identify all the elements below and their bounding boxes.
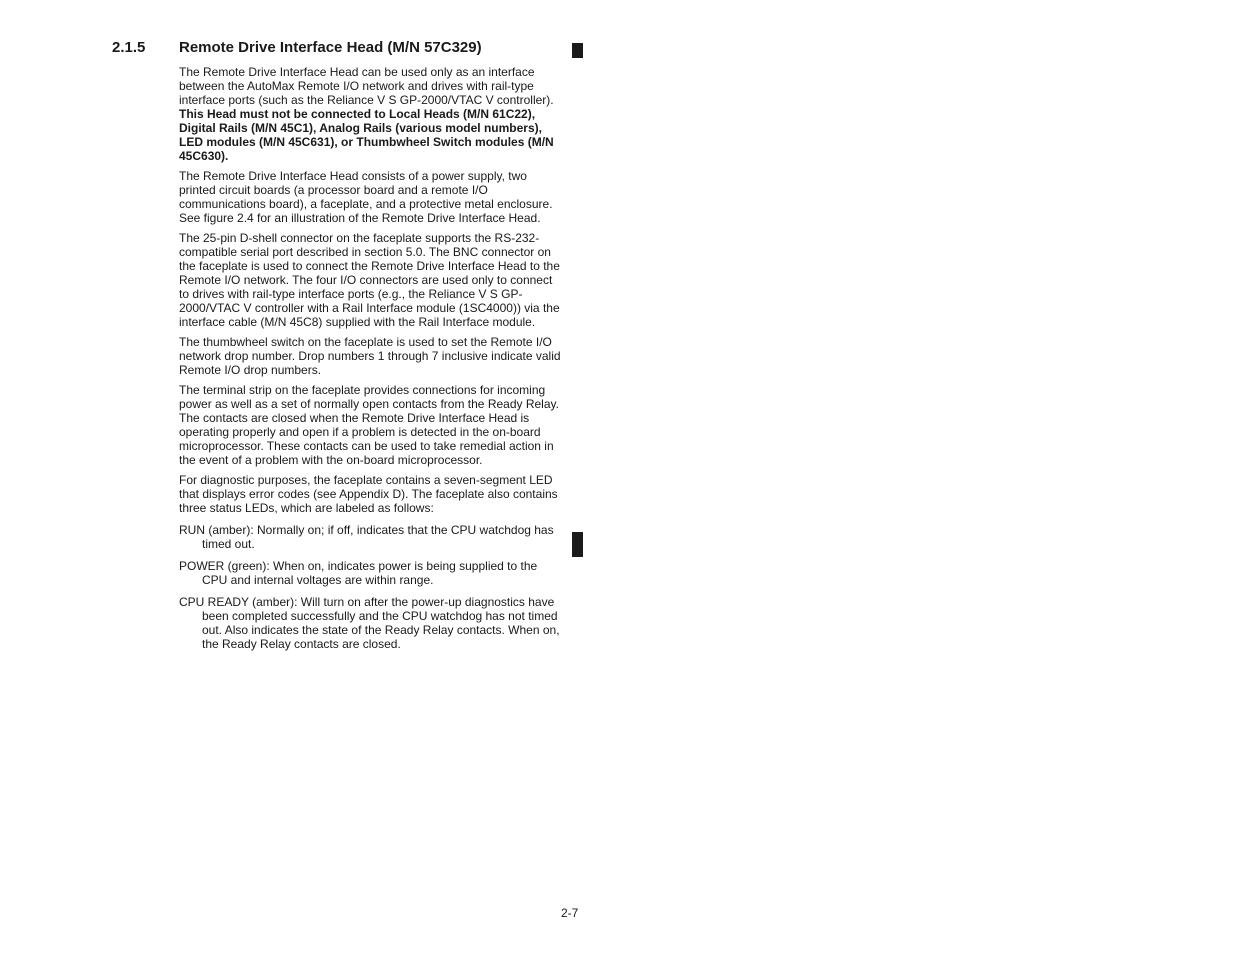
page-number: 2-7 — [561, 906, 579, 920]
paragraph-terminal-strip: The terminal strip on the faceplate provides connections for incoming power as well as a set of normally open contacts from the Ready Relay. The contacts are closed when the Remote Drive Interface Head is operating properly and open if a problem is detected in the on-board microprocessor. These contacts can be used to take remedial action in the event of a problem with the on-board microprocessor. — [179, 383, 559, 467]
paragraph-components: The Remote Drive Interface Head consists of a power supply, two printed circuit boards (a processor board and a remote I/O communications board), a faceplate, and a protective metal enclosure. See figure 2.4 for an illustration of the Remote Drive Interface Head. — [179, 169, 553, 225]
led-cpu-ready-description: CPU READY (amber): Will turn on after the power-up diagnostics have been completed successfully and the CPU watchdog has not timed out. Also indicates the state of the Ready Relay contacts. When on, the Ready Relay contacts are closed. — [179, 595, 560, 651]
body-text — [179, 65, 565, 659]
paragraph-connectors: The 25-pin D-shell connector on the faceplate supports the RS-232-compatible serial port described in section 5.0. The BNC connector on the faceplate is used to connect the Remote Drive Interface Head to the Remote I/O network. The four I/O connectors are used only to connect to drives with rail-type interface ports (e.g., the Reliance V S GP-2000/VTAC V controller with a Rail Interface module (1SC4000)) via the interface cable (M/N 45C8) supplied with the Rail Interface module. — [179, 231, 560, 329]
paragraph-interface-usage — [179, 65, 565, 163]
change-bar-top — [572, 43, 583, 58]
connection-warning: This Head must not be connected to Local Heads (M/N 61C22), Digital Rails (M/N 45C1), Analog Rails (various model numbers), LED modules (M/N 45C631), or Thumbwheel Switch modules (M/N 45C630). — [179, 107, 554, 163]
section-title: Remote Drive Interface Head (M/N 57C329) — [179, 39, 482, 56]
led-power-description: POWER (green): When on, indicates power is being supplied to the CPU and internal voltages are within range. — [179, 559, 538, 587]
led-run-description: RUN (amber): Normally on; if off, indicates that the CPU watchdog has timed out. — [179, 523, 554, 551]
paragraph-interface-usage-text: The Remote Drive Interface Head can be used only as an interface between the AutoMax Remote I/O network and drives with rail-type interface ports (such as the Reliance V S GP-2000/VTAC V controller). — [179, 65, 554, 107]
paragraph-diagnostics: For diagnostic purposes, the faceplate contains a seven-segment LED that displays error codes (see Appendix D). The faceplate also contains three status LEDs, which are labeled as follows: — [179, 473, 558, 515]
section-number: 2.1.5 — [112, 39, 146, 56]
section-heading — [112, 39, 482, 56]
paragraph-thumbwheel: The thumbwheel switch on the faceplate is used to set the Remote I/O network drop number. Drop numbers 1 through 7 inclusive indicate valid Remote I/O drop numbers. — [179, 335, 561, 377]
change-bar-diagnostics — [572, 532, 583, 557]
